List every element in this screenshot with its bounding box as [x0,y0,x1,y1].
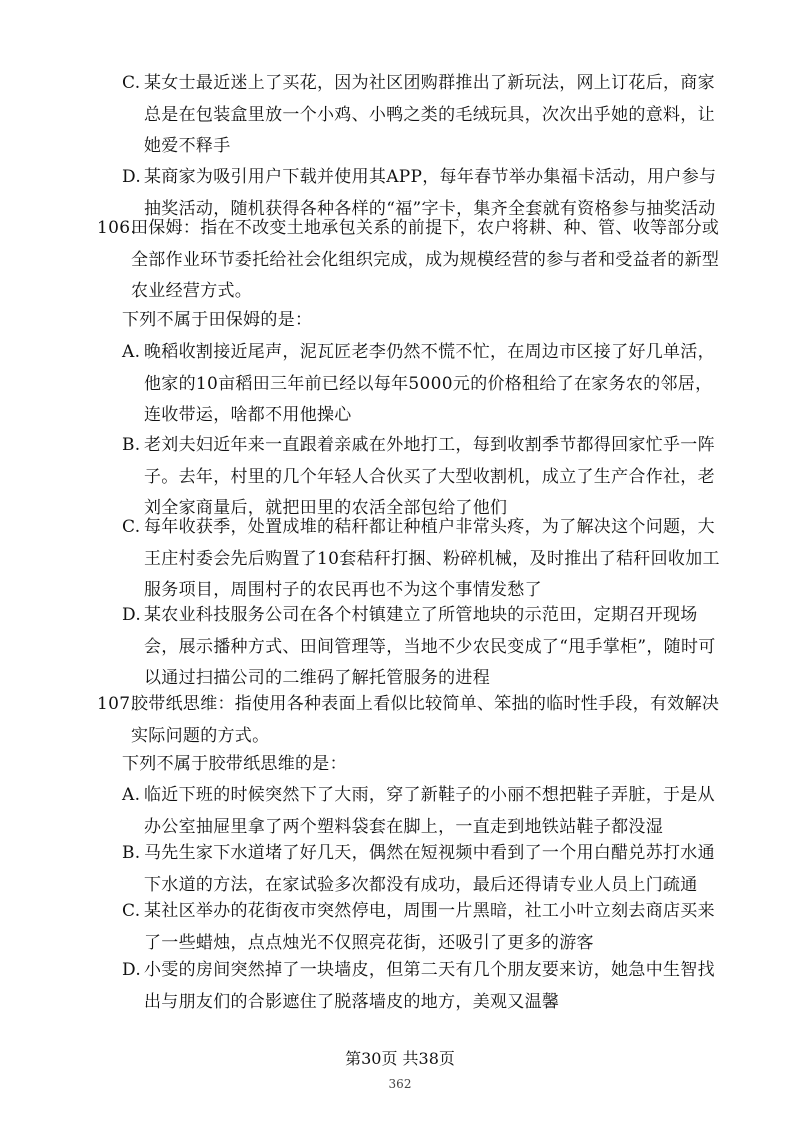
question-number: 106. [97,218,137,238]
option-label: A. [122,342,141,362]
definition-text: 胶带纸思维：指使用各种表面上看似比较简单、笨拙的临时性手段，有效解决实际问题的方式。 [131,694,720,746]
question-107-stem: 下列不属于胶带纸思维的是： [122,754,347,774]
option-label: A. [122,785,141,805]
option-text: 小雯的房间突然掉了一块墙皮，但第二天有几个朋友要来访，她急中生智找出与朋友们的合影遮住了脱落墙皮的地方，美观又温馨 [144,960,715,1012]
option-text: 临近下班的时候突然下了大雨，穿了新鞋子的小丽不想把鞋子弄脏，于是从办公室抽屉里拿了两个塑料袋套在脚上，一直走到地铁站鞋子都没湿 [144,785,715,837]
question-number: 107. [97,694,137,714]
option-text: 晚稻收割接近尾声，泥瓦匠老李仍然不慌不忙，在周边市区接了好几单活，他家的10亩稻田三年前已经以每年5000元的价格租给了在家务农的邻居，连收带运，啥都不用他操心 [144,342,715,425]
option-text: 某女士最近迷上了买花，因为社区团购群推出了新玩法，网上订花后，商家总是在包装盒里放一个小鸡、小鸭之类的毛绒玩具，次次出乎她的意料，让她爱不释手 [144,73,715,156]
option-label: D. [122,167,142,187]
q106-option-c [122,512,722,607]
option-text: 某社区举办的花街夜市突然停电，周围一片黑暗，社工小叶立刻去商店买来了一些蜡烛，点点烛光不仅照亮花街，还吸引了更多的游客 [144,901,715,953]
page-number: 362 [388,1077,412,1091]
option-label: B. [122,435,141,455]
page-indicator: 第30页 共38页 [345,1049,455,1068]
q107-option-a [122,780,722,843]
option-text: 老刘夫妇近年来一直跟着亲戚在外地打工，每到收割季节都得回家忙乎一阵子。去年，村里的几个年轻人合伙买了大型收割机，成立了生产合作社，老刘全家商量后，就把田里的农活全部包给了他们 [144,435,715,518]
option-text: 每年收获季，处置成堆的秸秆都让种植户非常头疼，为了解决这个问题，大王庄村委会先后购置了10套秸秆打捆、粉碎机械，及时推出了秸秆回收加工服务项目，周围村子的农民再也不为这个事情发愁了 [144,517,720,600]
prev-option-c [122,68,722,163]
question-106-stem: 下列不属于田保姆的是： [122,310,313,330]
question-106-definition [97,213,722,308]
q107-option-c [122,896,722,959]
q106-option-d [122,600,722,695]
option-text: 马先生家下水道堵了好几天，偶然在短视频中看到了一个用白醋兑苏打水通下水道的方法，在家试验多次都没有成功，最后还得请专业人员上门疏通 [144,843,715,895]
q107-option-b [122,838,722,901]
option-label: D. [122,605,142,625]
option-label: C. [122,901,141,921]
option-label: C. [122,73,141,93]
q107-option-d [122,955,722,1018]
option-label: B. [122,843,141,863]
question-107-definition [97,689,722,752]
q106-option-b [122,430,722,525]
q106-option-a [122,337,722,432]
option-text: 某商家为吸引用户下载并使用其APP，每年春节举办集福卡活动，用户参与抽奖活动，随机获得各种各样的“福”字卡，集齐全套就有资格参与抽奖活动 [144,167,717,219]
option-text: 某农业科技服务公司在各个村镇建立了所管地块的示范田，定期召开现场会，展示播种方式、田间管理等，当地不少农民变成了“甩手掌柜”，随时可以通过扫描公司的二维码了解托管服务的进程 [144,605,716,688]
option-label: D. [122,960,142,980]
option-label: C. [122,517,141,537]
definition-text: 田保姆：指在不改变土地承包关系的前提下，农户将耕、种、管、收等部分或全部作业环节委托给社会化组织完成，成为规模经营的参与者和受益者的新型农业经营方式。 [131,218,720,301]
